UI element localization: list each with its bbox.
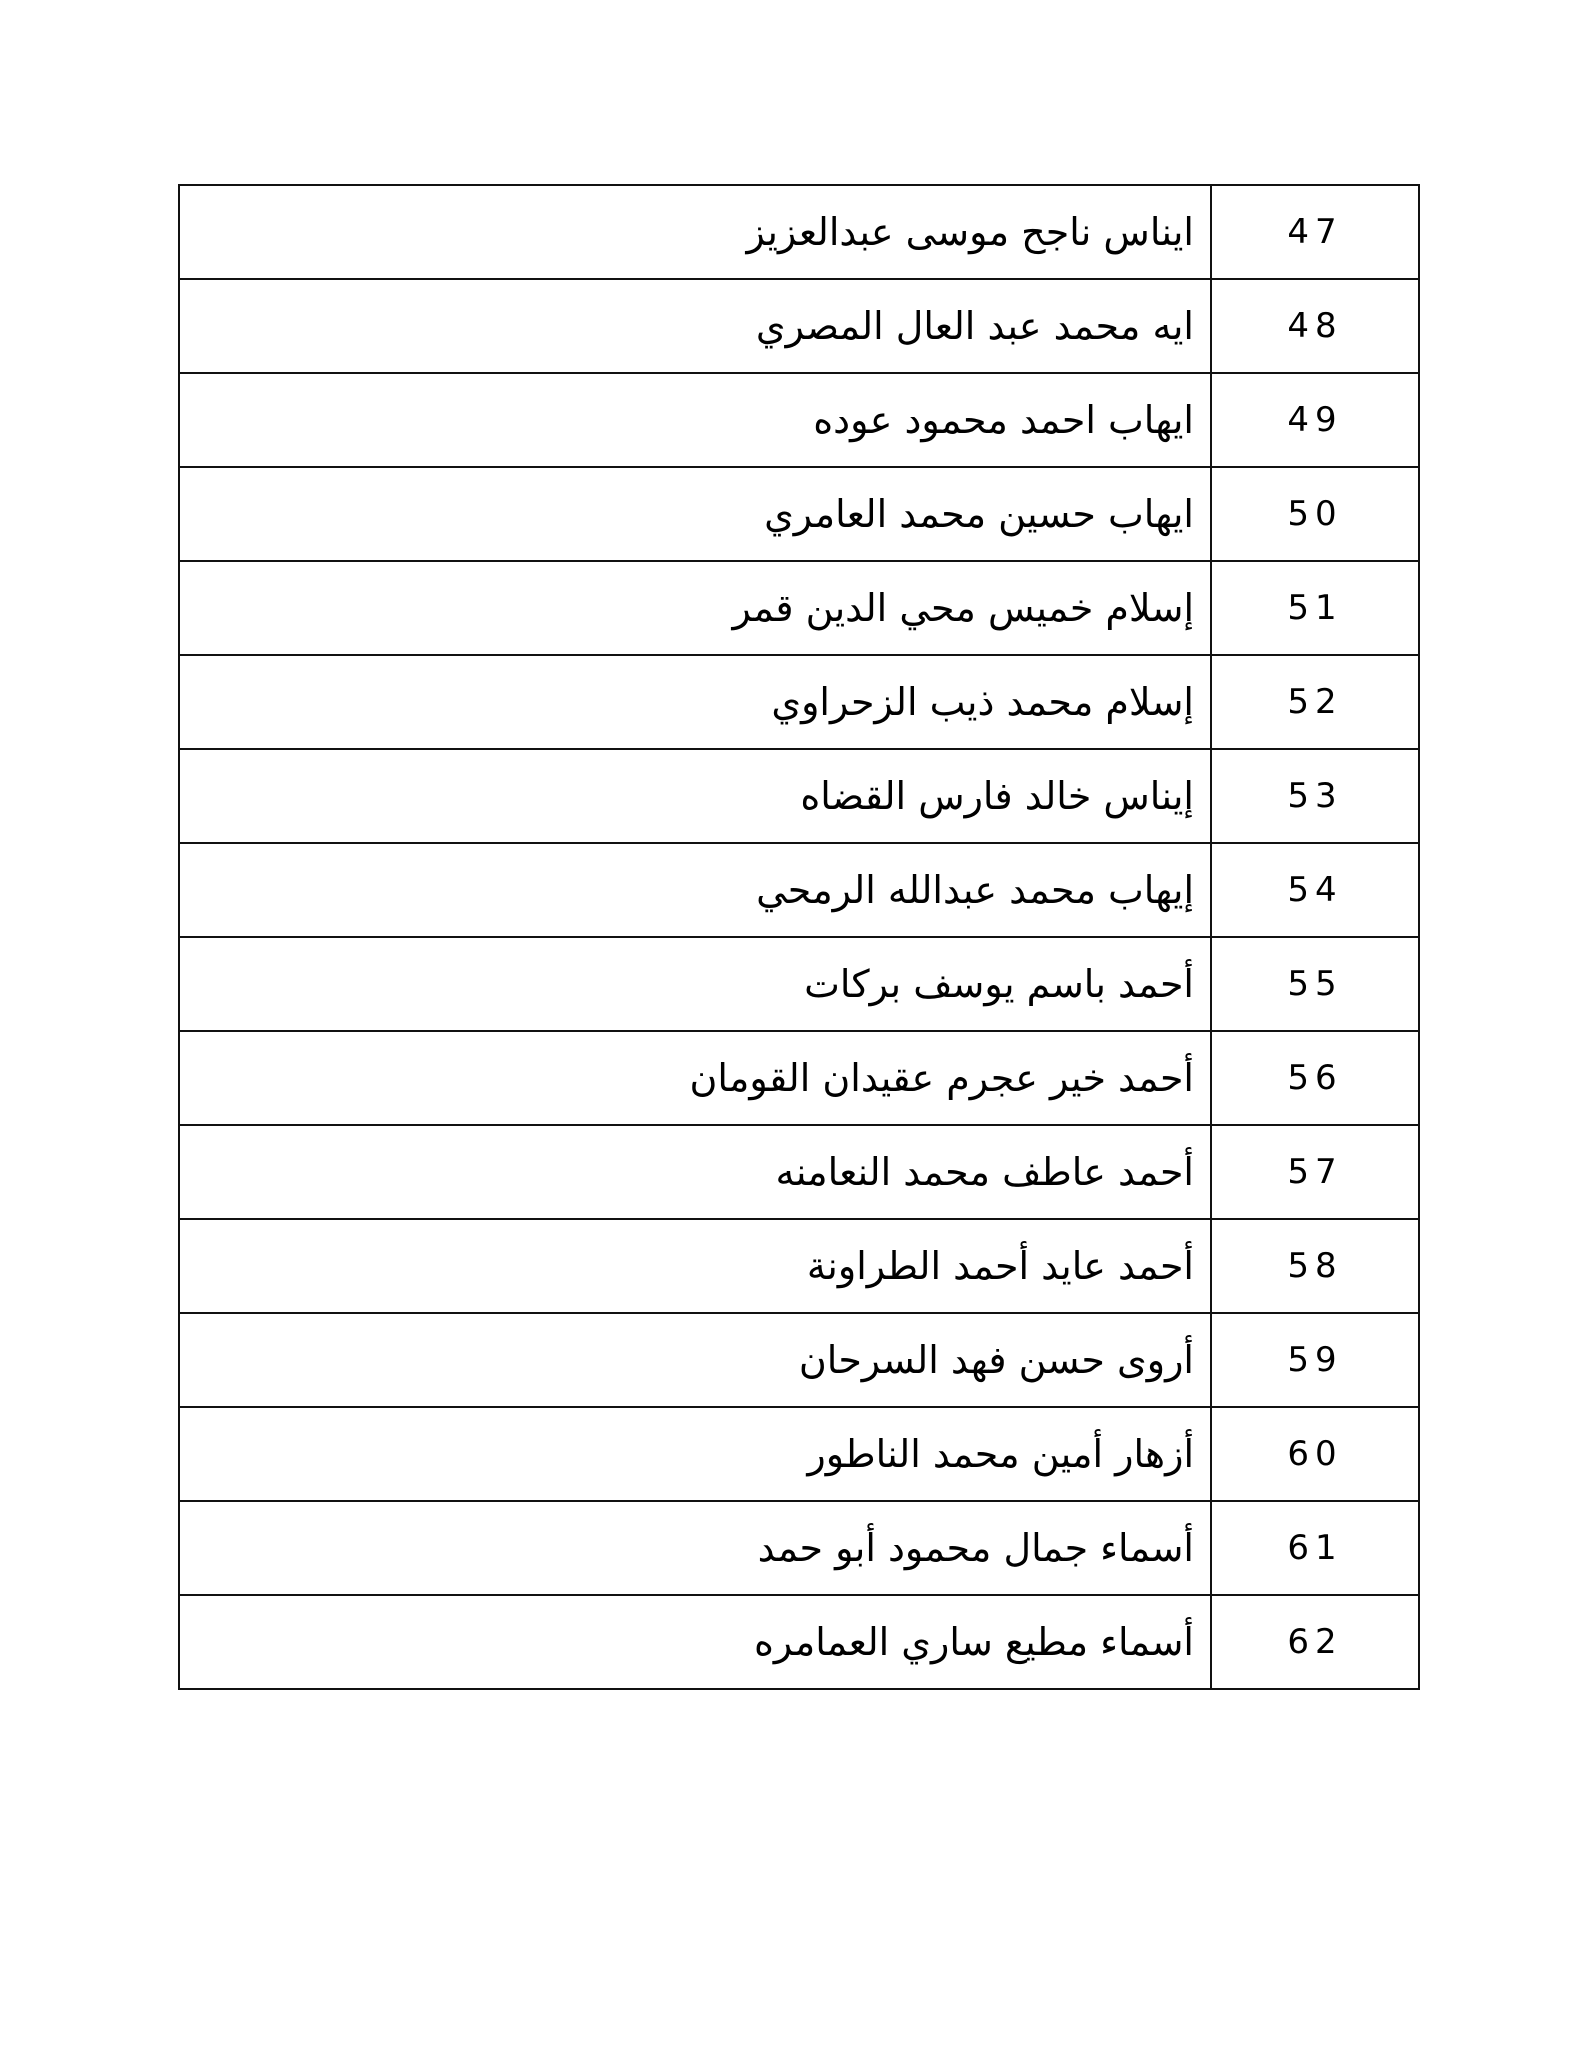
name-cell: أحمد عاطف محمد النعامنه <box>179 1125 1211 1219</box>
number-cell: 62 <box>1211 1595 1419 1689</box>
number-cell: 56 <box>1211 1031 1419 1125</box>
table-row <box>179 749 1419 843</box>
table-row <box>179 373 1419 467</box>
name-cell: ايهاب احمد محمود عوده <box>179 373 1211 467</box>
name-cell: إسلام محمد ذيب الزحراوي <box>179 655 1211 749</box>
table-row <box>179 279 1419 373</box>
table-row <box>179 937 1419 1031</box>
names-table-body <box>179 185 1419 1689</box>
number-cell: 54 <box>1211 843 1419 937</box>
table-row <box>179 467 1419 561</box>
name-cell: ايناس ناجح موسى عبدالعزيز <box>179 185 1211 279</box>
table-row <box>179 843 1419 937</box>
name-cell: أزهار أمين محمد الناطور <box>179 1407 1211 1501</box>
number-cell: 47 <box>1211 185 1419 279</box>
table-row <box>179 1125 1419 1219</box>
table-row <box>179 655 1419 749</box>
number-cell: 49 <box>1211 373 1419 467</box>
number-cell: 53 <box>1211 749 1419 843</box>
table-row <box>179 1031 1419 1125</box>
name-cell: ايه محمد عبد العال المصري <box>179 279 1211 373</box>
name-cell: أروى حسن فهد السرحان <box>179 1313 1211 1407</box>
number-cell: 50 <box>1211 467 1419 561</box>
name-cell: إيناس خالد فارس القضاه <box>179 749 1211 843</box>
name-cell: إيهاب محمد عبدالله الرمحي <box>179 843 1211 937</box>
names-table <box>178 184 1420 1690</box>
number-cell: 57 <box>1211 1125 1419 1219</box>
table-row <box>179 1407 1419 1501</box>
name-cell: أحمد عايد أحمد الطراونة <box>179 1219 1211 1313</box>
table-row <box>179 561 1419 655</box>
name-cell: أحمد خير عجرم عقيدان القومان <box>179 1031 1211 1125</box>
number-cell: 55 <box>1211 937 1419 1031</box>
table-row <box>179 1313 1419 1407</box>
table-row <box>179 1219 1419 1313</box>
number-cell: 58 <box>1211 1219 1419 1313</box>
number-cell: 59 <box>1211 1313 1419 1407</box>
number-cell: 48 <box>1211 279 1419 373</box>
table-row <box>179 1501 1419 1595</box>
number-cell: 60 <box>1211 1407 1419 1501</box>
table-row <box>179 185 1419 279</box>
table-row <box>179 1595 1419 1689</box>
number-cell: 61 <box>1211 1501 1419 1595</box>
name-cell: أحمد باسم يوسف بركات <box>179 937 1211 1031</box>
name-cell: أسماء مطيع ساري العمامره <box>179 1595 1211 1689</box>
number-cell: 51 <box>1211 561 1419 655</box>
name-cell: ايهاب حسين محمد العامري <box>179 467 1211 561</box>
number-cell: 52 <box>1211 655 1419 749</box>
name-cell: إسلام خميس محي الدين قمر <box>179 561 1211 655</box>
name-cell: أسماء جمال محمود أبو حمد <box>179 1501 1211 1595</box>
